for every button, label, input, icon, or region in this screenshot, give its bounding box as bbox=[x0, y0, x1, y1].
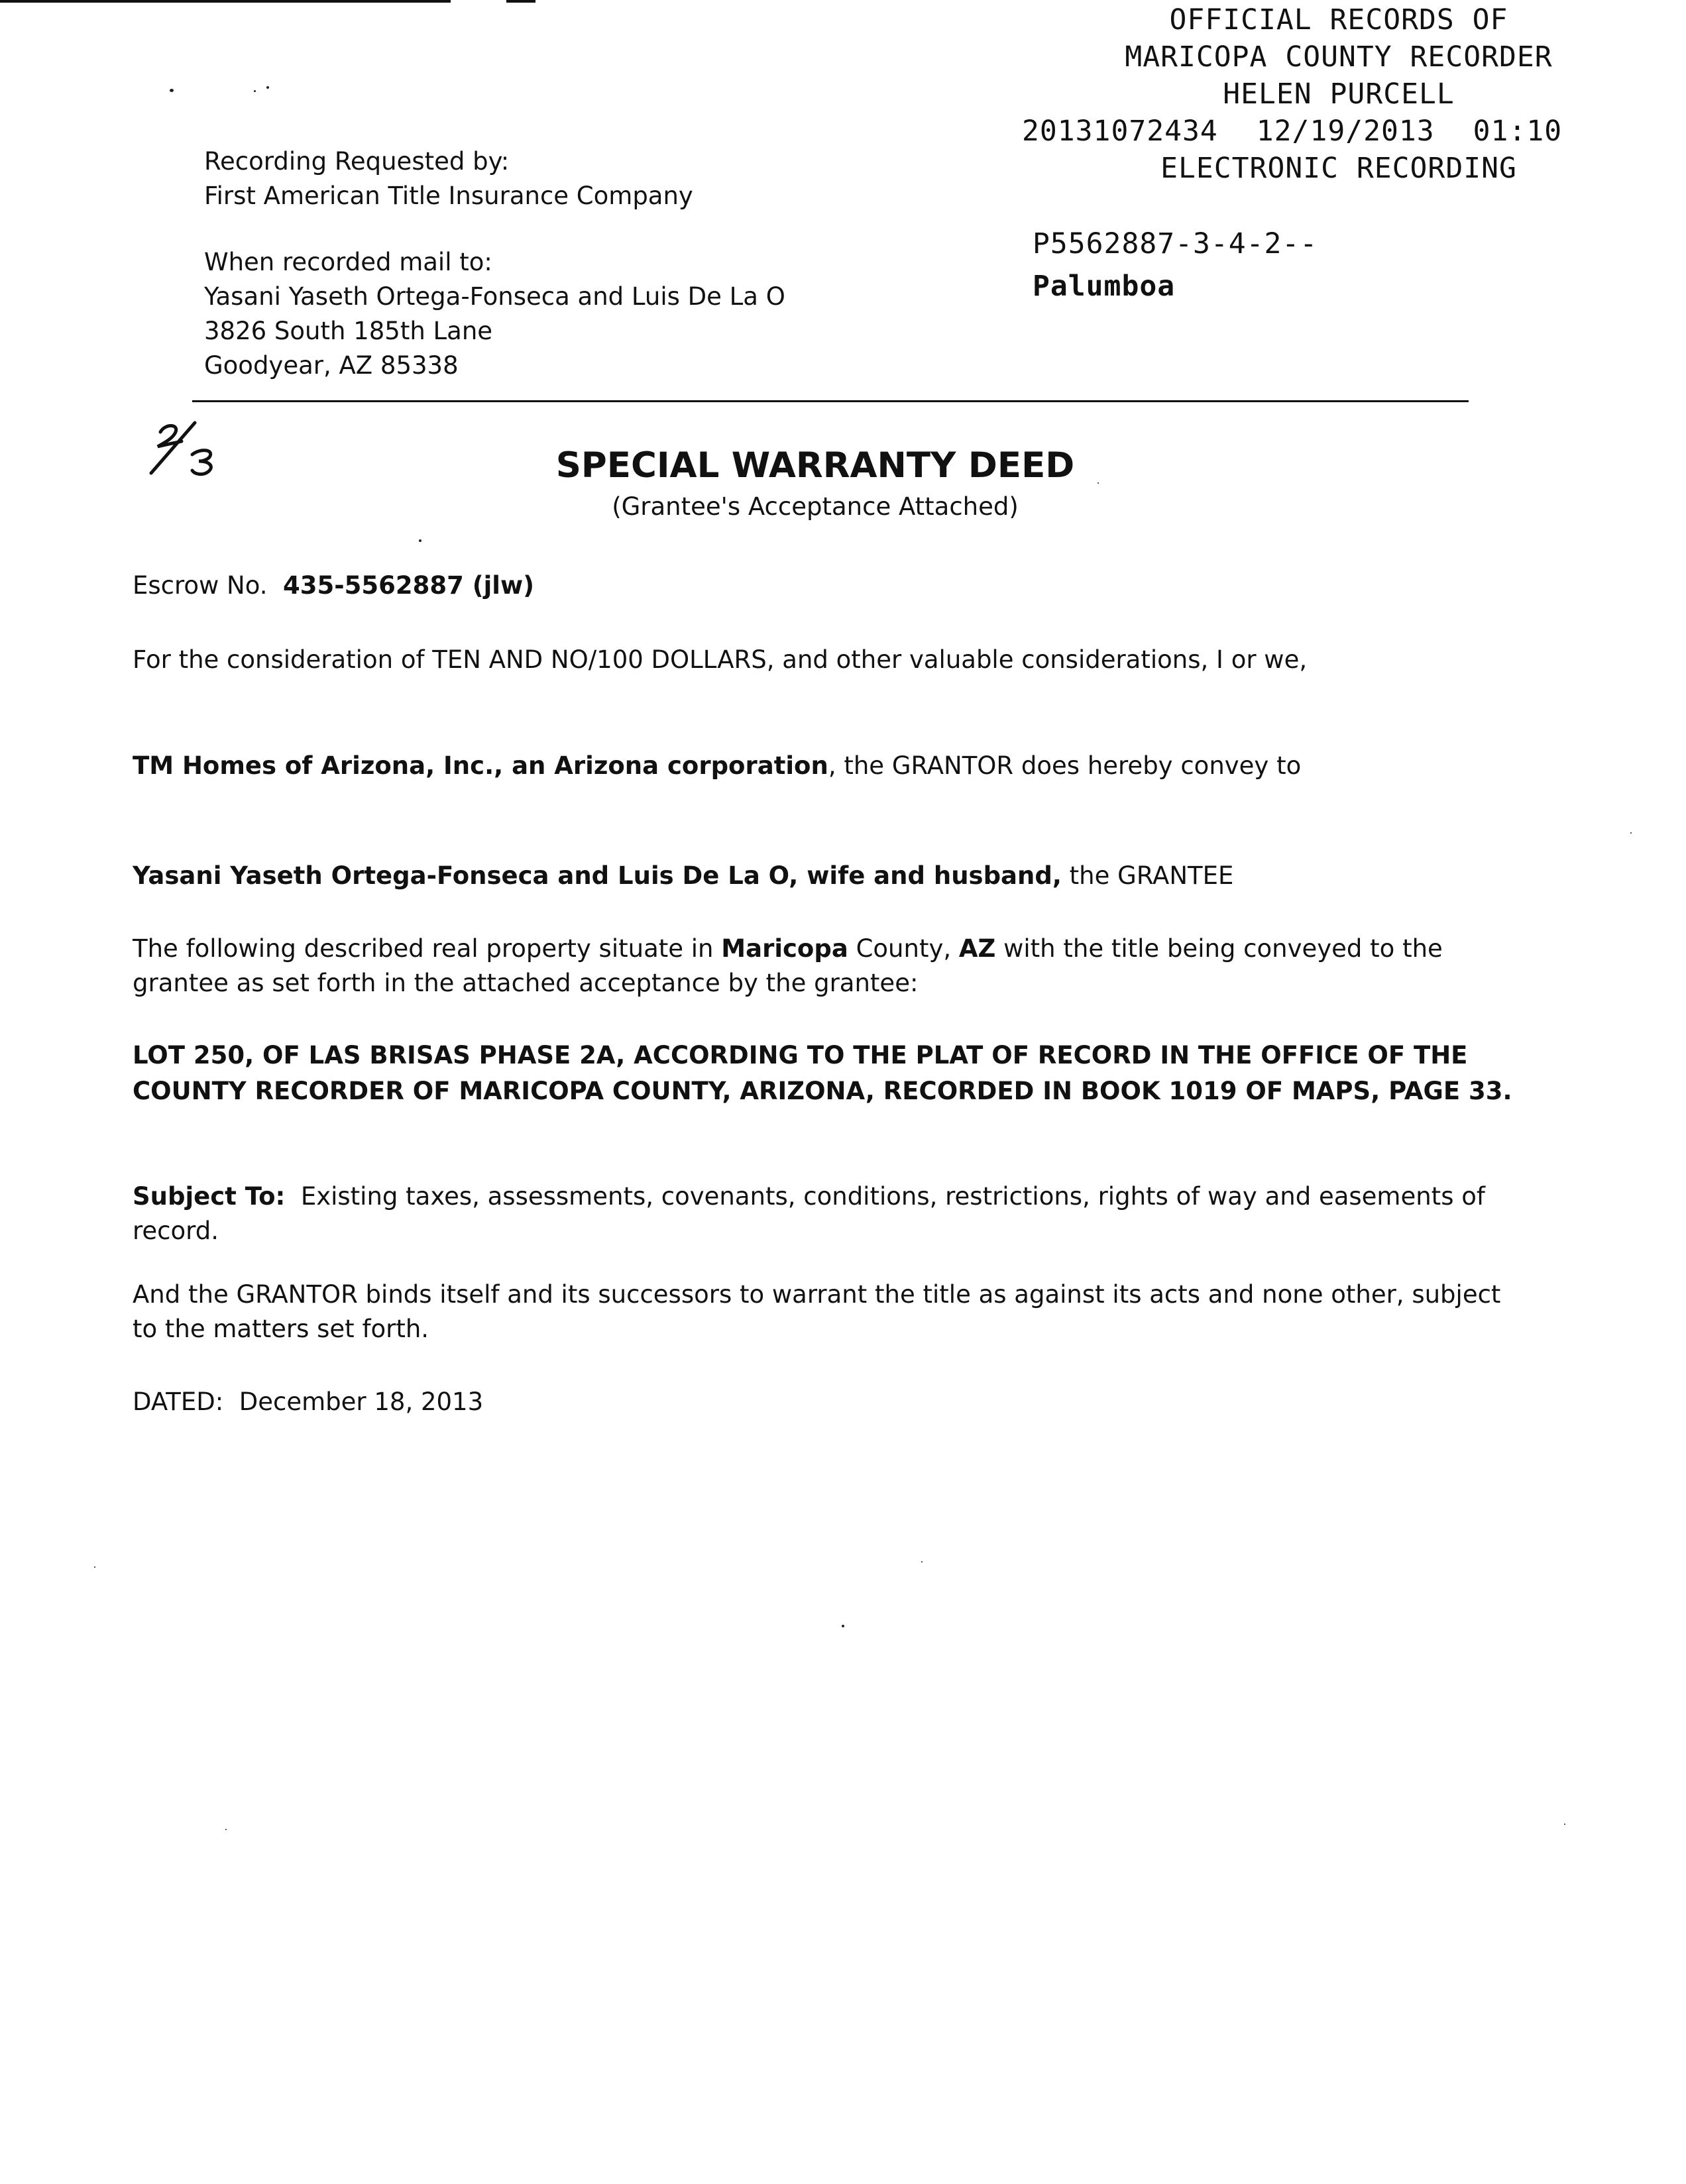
reference-code: P5562887-3-4-2-- bbox=[1033, 227, 1318, 260]
consideration-paragraph: For the consideration of TEN AND NO/100 DOLLARS, and other valuable considerations, I or we, bbox=[133, 645, 1308, 674]
binding-paragraph: And the GRANTOR binds itself and its successors to warrant the title as against its acts and none other, subject to the matters set forth. bbox=[133, 1280, 1501, 1343]
reference-name: Palumboa bbox=[1033, 270, 1176, 303]
recorder-line-5: ELECTRONIC RECORDING bbox=[1160, 152, 1517, 185]
scan-speck bbox=[225, 1829, 227, 1830]
deed-subtitle: (Grantee's Acceptance Attached) bbox=[612, 492, 1019, 521]
deed-title: SPECIAL WARRANTY DEED bbox=[555, 445, 1075, 486]
escrow-line bbox=[133, 569, 1531, 603]
deed-title-block bbox=[0, 443, 1630, 525]
recorder-date: 12/19/2013 bbox=[1256, 115, 1435, 148]
recorder-line-2: MARICOPA COUNTY RECORDER bbox=[1125, 40, 1553, 74]
subject-to-text: Existing taxes, assessments, covenants, conditions, restrictions, rights of way and easements of record. bbox=[133, 1182, 1493, 1245]
scan-speck bbox=[254, 90, 256, 92]
escrow-label: Escrow No. bbox=[133, 571, 268, 600]
requested-by-company: First American Title Insurance Company bbox=[204, 182, 693, 210]
recorder-document-line bbox=[1022, 113, 1670, 150]
property-state: AZ bbox=[958, 934, 996, 963]
grantor-name: TM Homes of Arizona, Inc., an Arizona corporation bbox=[133, 751, 828, 780]
mail-to-name: Yasani Yaseth Ortega-Fonseca and Luis De La O bbox=[204, 282, 785, 311]
subject-to-label: Subject To: bbox=[133, 1182, 286, 1211]
top-rule-short bbox=[506, 0, 535, 3]
scan-speck bbox=[419, 539, 422, 542]
property-text-3: with the title being conveyed to the grantee as set forth in the attached acceptance by the grantee: bbox=[133, 934, 1443, 997]
grantee-name: Yasani Yaseth Ortega-Fonseca and Luis De La O, wife and husband, bbox=[133, 861, 1062, 890]
scan-speck bbox=[1630, 832, 1632, 834]
mail-to-city: Goodyear, AZ 85338 bbox=[204, 351, 459, 380]
legal-description: LOT 250, OF LAS BRISAS PHASE 2A, ACCORDING TO THE PLAT OF RECORD IN THE OFFICE OF THE COUNTY RECORDER OF MARICOPA COUNTY, ARIZONA, RECORDED IN BOOK 1019 OF MAPS, PAGE 33. bbox=[133, 1041, 1512, 1105]
recorder-stamp bbox=[1007, 1, 1670, 187]
header-divider bbox=[192, 400, 1469, 402]
grantor-paragraph bbox=[133, 749, 1531, 783]
scan-speck bbox=[842, 1625, 844, 1627]
scan-speck bbox=[1564, 1824, 1565, 1825]
property-paragraph bbox=[133, 932, 1531, 1001]
recorder-line-1: OFFICIAL RECORDS OF bbox=[1169, 3, 1508, 36]
requested-by-label: Recording Requested by: bbox=[204, 147, 510, 176]
scan-speck bbox=[170, 89, 174, 92]
scan-speck bbox=[1097, 482, 1099, 484]
recorder-line-3: HELEN PURCELL bbox=[1223, 78, 1455, 111]
scan-speck bbox=[921, 1561, 923, 1562]
grantee-text: the GRANTEE bbox=[1061, 861, 1234, 890]
scan-speck bbox=[94, 1566, 95, 1568]
mail-to-block bbox=[204, 245, 785, 383]
reference-block bbox=[1033, 223, 1318, 307]
recording-requested-block bbox=[204, 144, 693, 213]
property-county: Maricopa bbox=[721, 934, 848, 963]
grantee-paragraph bbox=[133, 859, 1531, 893]
property-text-2: County, bbox=[848, 934, 959, 963]
grantor-text: , the GRANTOR does hereby convey to bbox=[828, 751, 1302, 780]
property-text-1: The following described real property situate in bbox=[133, 934, 722, 963]
escrow-number: 435-5562887 (jlw) bbox=[283, 571, 535, 600]
subject-to-paragraph bbox=[133, 1179, 1531, 1248]
scan-speck bbox=[266, 86, 269, 89]
top-rule bbox=[0, 0, 451, 3]
dated-line: DATED: December 18, 2013 bbox=[133, 1388, 484, 1416]
recorder-time: 01:10 bbox=[1473, 115, 1563, 148]
recorder-document-number: 20131072434 bbox=[1022, 115, 1218, 148]
mail-to-street: 3826 South 185th Lane bbox=[204, 317, 493, 345]
mail-to-label: When recorded mail to: bbox=[204, 248, 492, 276]
